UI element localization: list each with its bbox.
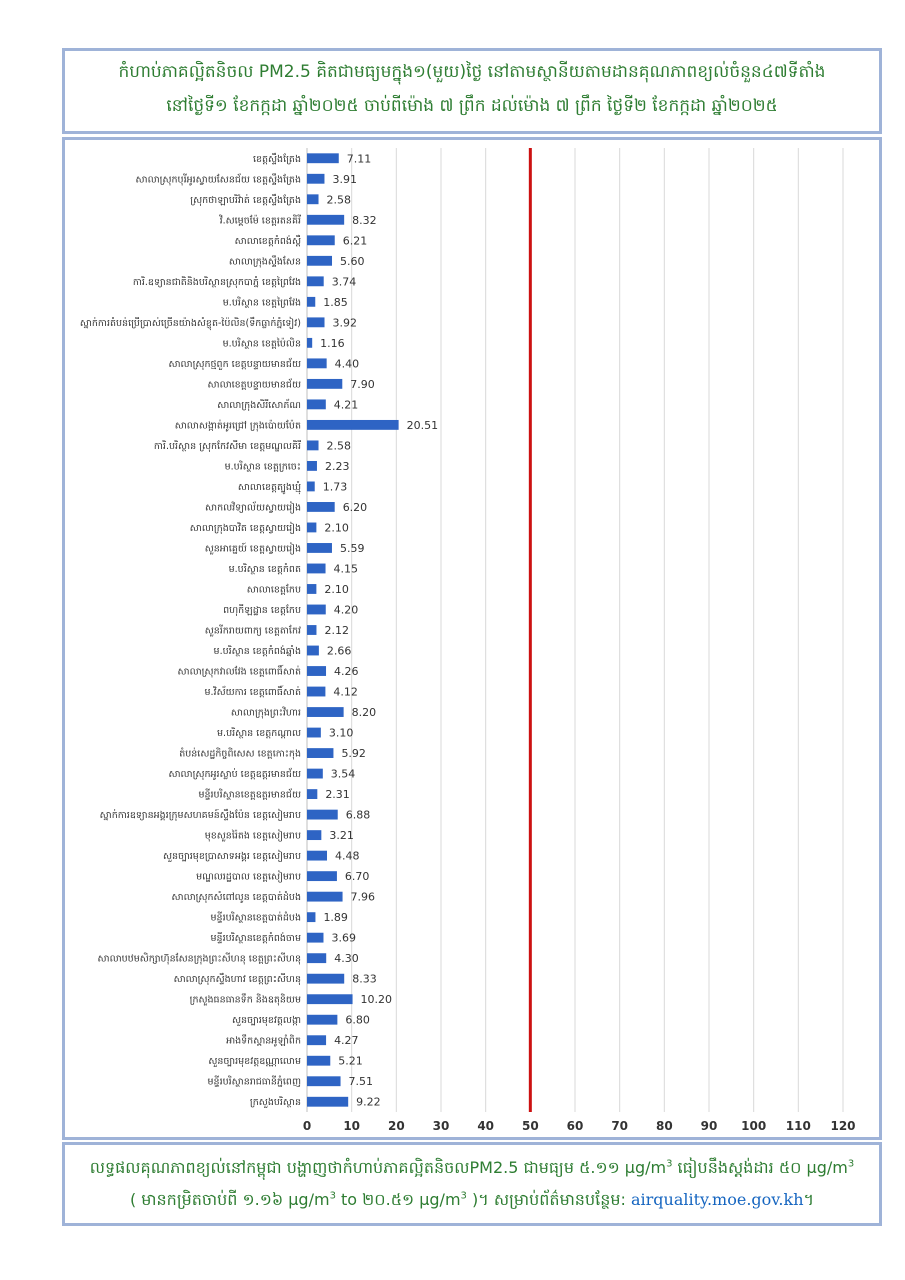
bar: [307, 256, 332, 266]
bar: [307, 892, 343, 902]
category-label: ក្រសួងធនធានទឹក និងឧតុនិយម: [189, 994, 301, 1006]
data-label: 4.26: [334, 665, 359, 679]
bar: [307, 748, 333, 758]
bar: [307, 543, 332, 553]
bar: [307, 625, 316, 635]
category-label: តំបន់សេដ្ឋកិច្ចពិសេស ខេត្តកោះកុង: [179, 748, 301, 760]
bar: [307, 584, 316, 594]
data-label: 6.20: [342, 500, 368, 514]
category-label: សាលាខេត្តបន្ទាយមានជ័យ: [207, 379, 301, 391]
data-label: 2.66: [326, 644, 352, 658]
data-label: 4.27: [334, 1034, 359, 1048]
x-tick-label: 100: [741, 1119, 767, 1133]
data-label: 2.58: [326, 193, 352, 207]
category-label: ការិ.ឧទ្យានជាតិនិងបរិស្ថានស្រុកបាភ្នំ ខេត្តព្រៃវែង: [132, 276, 301, 288]
data-label: 2.23: [324, 459, 350, 473]
data-label: 2.10: [324, 521, 349, 535]
chart-title-box: [62, 48, 882, 134]
data-label: 3.21: [329, 829, 354, 843]
category-label: ខេត្តស្ទឹងត្រែង: [252, 153, 301, 165]
summary-text-end: ។: [803, 1190, 815, 1209]
bar: [307, 1035, 326, 1045]
x-tick-label: 30: [432, 1119, 450, 1133]
category-label: ម.បរិស្ថាន ខេត្តកំពត: [228, 563, 301, 575]
x-tick-label: 10: [343, 1119, 361, 1133]
bar: [307, 276, 324, 286]
bar: [307, 174, 324, 184]
category-label: សាលាក្រុងបាវិត ខេត្តស្វាយរៀង: [189, 522, 301, 534]
unit-superscript: 3: [847, 1158, 855, 1170]
summary-text-2c: )។ សម្រាប់ព័ត៌មានបន្ថែម:: [466, 1190, 631, 1209]
bar: [307, 420, 399, 430]
data-label: 4.30: [334, 952, 359, 966]
x-tick-label: 110: [785, 1119, 811, 1133]
bar: [307, 235, 335, 245]
data-label: 3.74: [331, 275, 357, 289]
bar: [307, 1015, 337, 1025]
bar: [307, 912, 315, 922]
data-label: 6.21: [342, 234, 368, 248]
bar: [307, 953, 326, 963]
bar: [307, 974, 344, 984]
data-label: 10.20: [360, 993, 393, 1007]
unit-superscript: 3: [460, 1190, 467, 1202]
x-tick-label: 20: [387, 1119, 405, 1133]
summary-text-1a: លទ្ធផលគុណភាពខ្យល់នៅកម្ពុជា បង្ហាញថាកំហាប់ភាគល្អិតនិចលPM2.5 ជាមធ្យម ៥.១១ µg/m: [89, 1158, 667, 1177]
data-label: 3.91: [332, 172, 357, 186]
data-label: 5.92: [341, 747, 366, 761]
x-tick-label: 70: [611, 1119, 629, 1133]
data-label: 1.16: [320, 336, 345, 350]
category-label: ស្នាក់ការតំបន់ប្រើប្រាស់ច្រើនយ៉ាងសំខ្ញុត-ប៉ៃលិន(ទឹកធ្លាក់ភ្នំទៀវ): [79, 317, 301, 329]
data-label: 8.32: [352, 213, 377, 227]
data-label: 8.33: [352, 972, 377, 986]
data-label: 7.90: [350, 377, 375, 391]
bar: [307, 523, 316, 533]
category-label: មណ្ឌលរដ្ឋបាល ខេត្តសៀមរាប: [196, 871, 301, 883]
x-tick-label: 50: [521, 1119, 539, 1133]
category-label: សួនច្បារមុខប្រាសាទអង្គរ ខេត្តសៀមរាប: [162, 851, 301, 863]
x-tick-label: 60: [566, 1119, 584, 1133]
category-label: សាលាស្រុកថ្មពួក ខេត្តបន្ទាយមានជ័យ: [168, 358, 301, 370]
website-link[interactable]: airquality.moe.gov.kh: [630, 1190, 804, 1209]
data-label: 2.58: [326, 439, 352, 453]
bar: [307, 810, 338, 820]
category-label: សាលាស្រុកសំពៅលូន ខេត្តបាត់ដំបង: [171, 892, 301, 904]
bar: [307, 851, 327, 861]
data-label: 6.88: [345, 808, 371, 822]
category-label: សាលាសង្កាត់អូរជ្រៅ ក្រុងប៉ោយប៉ែត: [174, 420, 301, 432]
category-label: សាលាស្រុកស្ទឹងហាវ ខេត្តព្រះសីហនុ: [173, 974, 301, 986]
data-label: 4.21: [333, 398, 359, 412]
bar: [307, 461, 317, 471]
summary-line-2: [75, 1189, 869, 1213]
category-label: សាលាបឋមសិក្សាហ៊ុនសែនក្រុងព្រះសីហនុ ខេត្តព្រះសីហនុ: [97, 953, 301, 965]
category-label: ស្រុកថាឡាបរិវ៉ាត់ ខេត្តស្ទឹងត្រែង: [190, 194, 301, 206]
category-label: មុខសួនរ៉ៃតង ខេត្តសៀមរាប: [204, 830, 301, 842]
x-tick-label: 120: [830, 1119, 856, 1133]
category-label: សាលាក្រុងស្ទឹងសែន: [228, 256, 301, 268]
x-tick-label: 0: [302, 1119, 312, 1133]
data-label: 2.31: [325, 788, 350, 802]
category-label: មន្ទីរបរិស្ថានខេត្តកំពង់ចាម: [210, 933, 301, 945]
category-label: ពហុកីឡដ្ឋាន ខេត្តកែប: [223, 604, 301, 616]
category-label: សួនរីករាយពាក្យ ខេត្តតាកែវ: [204, 625, 301, 637]
bar: [307, 502, 335, 512]
bar: [307, 871, 337, 881]
bar: [307, 297, 315, 307]
bar: [307, 564, 326, 574]
bar: [307, 830, 321, 840]
category-label: សាលាស្រុកបុរីអូរស្វាយសែនជ័យ ខេត្តស្ទឹងត្រែង: [135, 174, 301, 186]
bar: [307, 358, 327, 368]
bar: [307, 379, 342, 389]
x-tick-label: 40: [477, 1119, 495, 1133]
data-label: 4.40: [334, 357, 360, 371]
category-label: ការិ.បរិស្ថាន ស្រុកកែវសីមា ខេត្តមណ្ឌលគិរី: [153, 440, 301, 452]
data-label: 6.70: [344, 870, 370, 884]
category-label: សួនច្បារមុខវត្តលង្កា: [231, 1015, 301, 1027]
bar: [307, 215, 344, 225]
data-label: 3.10: [328, 726, 354, 740]
category-label: មន្ទីរបរិស្ថានរាជធានីភ្នំពេញ: [207, 1076, 301, 1088]
x-tick-label: 80: [655, 1119, 673, 1133]
data-label: 5.59: [339, 541, 365, 555]
bar: [307, 994, 353, 1004]
category-label: សាលាក្រុងសិរីសោភ័ណ: [217, 399, 301, 411]
data-label: 3.54: [330, 767, 356, 781]
data-label: 20.51: [406, 418, 439, 432]
bar: [307, 440, 319, 450]
bar: [307, 769, 323, 779]
data-label: 7.96: [350, 890, 376, 904]
data-label: 3.69: [331, 931, 356, 945]
category-label: អាងទឹកស្ពានអូឡាំពិក: [226, 1035, 301, 1047]
data-label: 5.21: [338, 1054, 363, 1068]
data-label: 1.85: [323, 295, 348, 309]
data-label: 4.20: [333, 603, 359, 617]
summary-text-2a: ( មានកម្រិតចាប់ពី ១.១៦ µg/m: [129, 1190, 330, 1209]
category-label: ម.បរិស្ថាន ខេត្តកណ្តាល: [217, 728, 301, 740]
category-label: ម.បរិស្ថាន ខេត្តប៉ៃលិន: [222, 338, 301, 350]
bar: [307, 1056, 330, 1066]
category-label: ម.បរិស្ថាន ខេត្តកំពង់ឆ្នាំង: [213, 646, 301, 658]
summary-box: [62, 1142, 882, 1226]
bar: [307, 933, 323, 943]
data-label: 6.80: [345, 1013, 370, 1027]
summary-text-1b: ធៀបនឹងស្តង់ដារ ៥០ µg/m: [672, 1158, 848, 1177]
data-label: 7.11: [346, 152, 372, 166]
bar: [307, 728, 321, 738]
data-label: 5.60: [340, 254, 365, 268]
data-label: 4.48: [335, 849, 360, 863]
bar: [307, 707, 344, 717]
bar: [307, 338, 312, 348]
category-label: ម.បរិស្ថាន ខេត្តក្រចេះ: [224, 461, 301, 473]
bar: [307, 317, 325, 327]
data-label: 1.73: [322, 480, 348, 494]
category-label: សាលាខេត្តកែប: [246, 584, 301, 596]
category-label: ម.បរិស្ថាន ខេត្តព្រៃវែង: [222, 297, 301, 309]
bar: [307, 194, 319, 204]
bar: [307, 646, 319, 656]
bar: [307, 666, 326, 676]
data-label: 8.20: [351, 706, 377, 720]
unit-superscript: 3: [329, 1190, 336, 1202]
category-label: សាលាស្រុកអូរស្លាប់ ខេត្តឧត្តរមានជ័យ: [168, 769, 301, 781]
category-label: វិ.សម្តេចម៉ែ ខេត្តរតនគិរី: [219, 215, 301, 227]
category-label: ក្រសួងបរិស្ថាន: [249, 1097, 301, 1109]
data-label: 2.12: [324, 624, 349, 637]
category-label: សាកលវិទ្យាល័យស្វាយរៀង: [205, 502, 301, 514]
data-label: 4.12: [333, 685, 358, 699]
bar: [307, 1097, 348, 1107]
category-label: សាលាក្រុងព្រះវិហារ: [230, 707, 301, 719]
category-label: សួនច្បារមុខវត្តឧណ្ណាលោម: [208, 1056, 301, 1068]
bar: [307, 399, 326, 409]
data-label: 1.89: [323, 911, 348, 925]
bar-chart: [65, 140, 879, 1137]
chart-title-line-1: កំហាប់ភាគល្អិតនិចល PM2.5 គិតជាមធ្យមក្នុង១(មួយ)ថ្ងៃ នៅតាមស្ថានីយតាមដានគុណភាពខ្យល់ចំនួន៤៧ទីតាំង: [118, 62, 826, 82]
bar: [307, 605, 326, 615]
category-label: មន្ទីរបរិស្ថានខេត្តបាត់ដំបង: [210, 912, 301, 924]
category-label: ម.វិស័យការ ខេត្តពោធិ៍សាត់: [204, 687, 301, 699]
data-label: 4.15: [333, 562, 359, 576]
data-label: 9.22: [356, 1095, 381, 1109]
summary-line-1: [75, 1157, 869, 1181]
data-label: 3.92: [332, 316, 358, 330]
bar: [307, 153, 339, 163]
chart-area: [62, 137, 882, 1140]
category-label: សាលាខេត្តកំពង់ស្ពឺ: [234, 235, 301, 247]
summary-text-2b: to ២០.៥១ µg/m: [335, 1190, 461, 1209]
unit-superscript: 3: [666, 1158, 673, 1170]
chart-title-line-2: នៅថ្ងៃទី១ ខែកក្កដា ឆ្នាំ២០២៥ ចាប់ពីម៉ោង ៧ ព្រឹក ដល់ម៉ោង ៧ ព្រឹក ថ្ងៃទី២ ខែកក្កដា ឆ្នាំ២០២៥: [166, 96, 778, 116]
bar: [307, 687, 325, 697]
category-label: មន្ទីរបរិស្ថានខេត្តឧត្តរមានជ័យ: [198, 789, 301, 801]
bar: [307, 789, 317, 799]
bar: [307, 482, 315, 492]
data-label: 2.10: [324, 582, 349, 596]
category-label: សាលាស្រុកវាលវែង ខេត្តពោធិ៍សាត់: [177, 666, 301, 678]
x-tick-label: 90: [700, 1119, 718, 1133]
category-label: សាលាខេត្តត្បូងឃ្មុំ: [237, 481, 301, 493]
category-label: សួនអាគ្នេយ៍ ខេត្តស្វាយរៀង: [204, 543, 301, 555]
category-label: ស្នាក់ការឧទ្យានអង្គរក្រុមសហគមន៍ស្ទឹងប៉ែន ខេត្តសៀមរាប: [99, 810, 301, 822]
data-label: 7.51: [348, 1075, 374, 1089]
bar: [307, 1076, 341, 1086]
